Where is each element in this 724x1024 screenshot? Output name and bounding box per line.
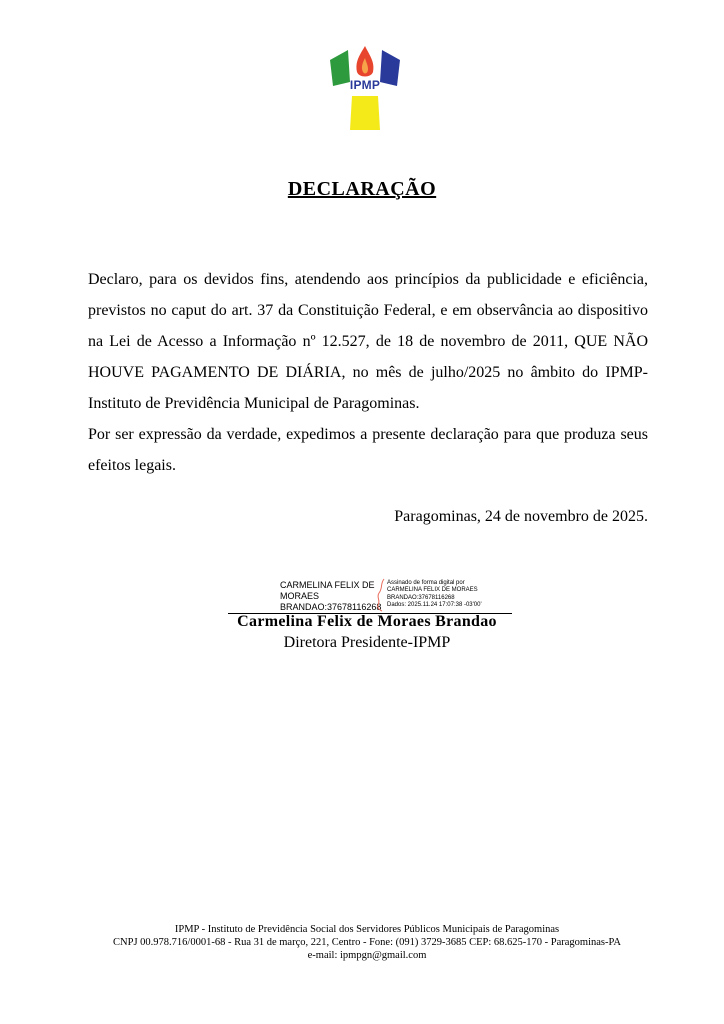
date-line: Paragominas, 24 de novembro de 2025.: [394, 508, 648, 525]
digital-name-line: BRANDAO:37678116268: [280, 602, 382, 612]
footer-address: CNPJ 00.978.716/0001-68 - Rua 31 de março, 221, Centro - Fone: (091) 3729-3685 CEP: 68.625-170 - Paragominas-PA: [113, 937, 621, 948]
logo-text: IPMP: [349, 78, 381, 92]
footer-email: e-mail: ipmpgn@gmail.com: [307, 950, 427, 961]
digital-name-line: CARMELINA FELIX DE: [280, 580, 375, 590]
signer-role: Diretora Presidente-IPMP: [283, 634, 451, 651]
digital-detail-line: Dados: 2025.11.24 17:07:38 -03'00': [387, 602, 482, 609]
digital-detail-line: BRANDAO:37678116268: [387, 594, 455, 601]
digital-name-line: MORAES: [280, 591, 320, 601]
digital-detail-line: CARMELINA FELIX DE MORAES: [387, 587, 478, 594]
digital-signature-stamp: [228, 576, 512, 616]
digital-signature-name: [280, 580, 380, 613]
signature-mark-icon: [374, 578, 386, 612]
logo-yellow-base: [350, 96, 380, 130]
footer-institution: IPMP - Instituto de Previdência Social dos Servidores Públicos Municipais de Paragominas: [174, 924, 560, 935]
page-footer: [0, 923, 724, 962]
digital-signature-details: [387, 580, 512, 610]
declaration-paragraph: Declaro, para os devidos fins, atendendo aos princípios da publicidade e eficiência, previstos no caput do art. 37 da Constituição Federal, e em observância ao dispositivo na Lei de Acesso a Informação nº 12.527, de 18 de novembro de 2011, QUE NÃO HOUVE PAGAMENTO DE DIÁRIA, no mês de julho/2025 no âmbito do IPMP-Instituto de Previdência Municipal de Paragominas.: [88, 271, 648, 412]
closing-paragraph: Por ser expressão da verdade, expedimos a presente declaração para que produza seus efeitos legais.: [88, 426, 648, 474]
document-title: DECLARAÇÃO: [287, 178, 437, 200]
declaration-body: [88, 264, 648, 481]
digital-detail-line: Assinado de forma digital por: [387, 580, 465, 586]
signer-name: Carmelina Felix de Moraes Brandao: [237, 613, 497, 630]
ipmp-logo: [326, 44, 404, 132]
